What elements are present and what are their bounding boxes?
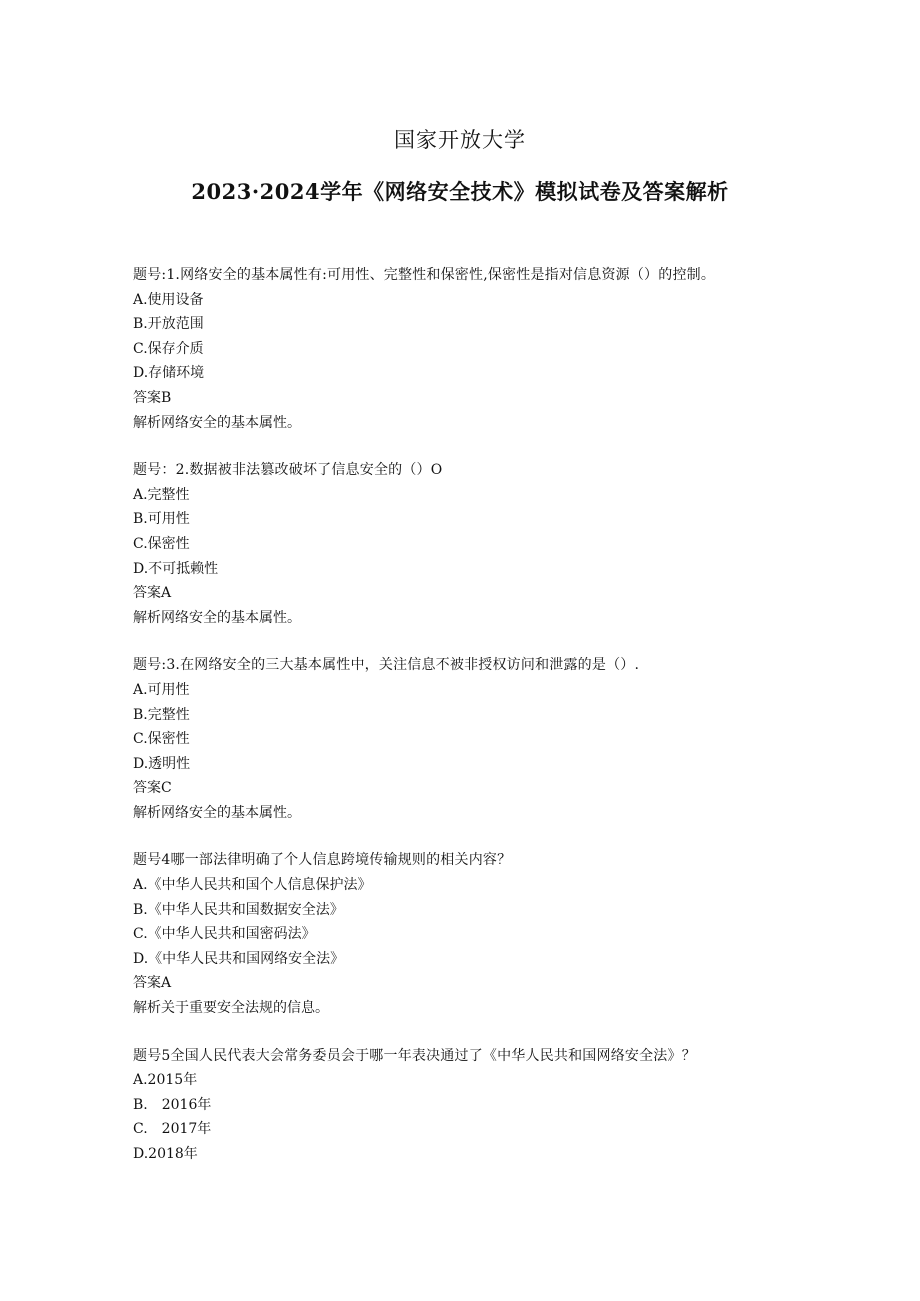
option-a: A.2015年 <box>133 1072 198 1089</box>
answer: 答案B <box>133 389 172 406</box>
option-c: C.《中华人民共和国密码法》 <box>133 926 316 943</box>
question-1 <box>133 263 813 435</box>
answer: 答案A <box>133 585 172 602</box>
question-stem: 题号:1.网络安全的基本属性有:可用性、完整性和保密性,保密性是指对信息资源（）的控制。 <box>133 267 716 283</box>
question-list <box>133 263 813 1190</box>
answer: 答案A <box>133 975 172 992</box>
question-stem: 题号5全国人民代表大会常务委员会于哪一年表决通过了《中华人民共和国网络安全法》？ <box>133 1047 696 1064</box>
school-name: 国家开放大学 <box>394 128 526 152</box>
option-b: B.可用性 <box>133 511 190 528</box>
option-d: D.《中华人民共和国网络安全法》 <box>133 950 345 967</box>
question-5 <box>133 1044 813 1167</box>
analysis: 解析关于重要安全法规的信息。 <box>133 1000 329 1017</box>
option-b: B.完整性 <box>133 706 190 723</box>
analysis: 解析网络安全的基本属性。 <box>133 804 301 821</box>
analysis: 解析网络安全的基本属性。 <box>133 609 301 626</box>
option-c: C.保密性 <box>133 535 190 552</box>
question-stem: 题号：2.数据被非法篡改破坏了信息安全的（）O <box>133 462 443 479</box>
option-c: C.保密性 <box>133 731 190 748</box>
exam-title: 2023·2024学年《网络安全技术》模拟试卷及答案解析 <box>191 179 729 204</box>
option-b: B.《中华人民共和国数据安全法》 <box>133 901 344 918</box>
answer: 答案C <box>133 780 172 797</box>
question-stem: 题号:3.在网络安全的三大基本属性中，关注信息不被非授权访问和泄露的是（）. <box>133 657 640 674</box>
option-a: A.完整性 <box>133 486 190 503</box>
option-a: A.使用设备 <box>133 291 204 308</box>
option-d: D.2018年 <box>133 1146 198 1162</box>
option-c: C. 2017年 <box>133 1121 212 1138</box>
option-a: A.可用性 <box>133 681 190 698</box>
question-3 <box>133 653 813 825</box>
option-b: B. 2016年 <box>133 1096 212 1113</box>
question-4 <box>133 848 813 1020</box>
option-d: D.存储环境 <box>133 365 205 382</box>
analysis: 解析网络安全的基本属性。 <box>133 414 301 431</box>
option-c: C.保存介质 <box>133 340 204 357</box>
option-b: B.开放范围 <box>133 316 204 333</box>
question-2 <box>133 458 813 630</box>
option-a: A.《中华人民共和国个人信息保护法》 <box>133 877 372 894</box>
option-d: D.透明性 <box>133 755 191 772</box>
option-d: D.不可抵赖性 <box>133 560 219 577</box>
question-stem: 题号4哪一部法律明确了个人信息跨境传输规则的相关内容？ <box>133 852 512 869</box>
